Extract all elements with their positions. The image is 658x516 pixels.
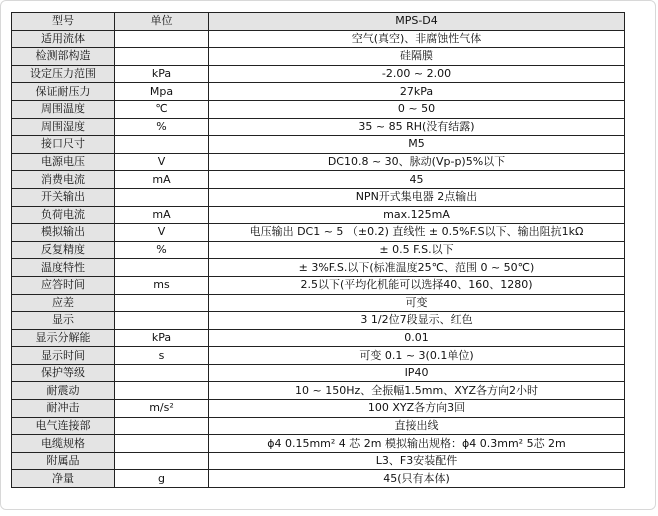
table-row [12,382,625,400]
row-label: 显示时间 [12,347,115,365]
table-row [12,400,625,418]
row-value: max.125mA [209,206,625,224]
row-label: 电气连接部 [12,417,115,435]
row-unit [115,259,209,277]
row-unit: kPa [115,329,209,347]
row-value: 0.01 [209,329,625,347]
row-label: 耐震动 [12,382,115,400]
row-value: 45 [209,171,625,189]
row-value: 直接出线 [209,417,625,435]
table-row [12,364,625,382]
table-row [12,329,625,347]
row-label: 附属品 [12,452,115,470]
table-row [12,48,625,66]
row-label: 净量 [12,470,115,488]
row-unit [115,382,209,400]
row-value: 硅隔膜 [209,48,625,66]
row-unit: % [115,241,209,259]
row-label: 显示分解能 [12,329,115,347]
row-unit: m/s² [115,400,209,418]
row-unit: mA [115,171,209,189]
row-unit [115,188,209,206]
row-value: L3、F3安装配件 [209,452,625,470]
row-label: 接口尺寸 [12,136,115,154]
row-value: ϕ4 0.15mm² 4 芯 2m 模拟输出规格：ϕ4 0.3mm² 5芯 2m [209,435,625,453]
row-value: ± 3%F.S.以下(标准温度25℃、范围 0 ~ 50℃) [209,259,625,277]
table-row [12,153,625,171]
row-label: 电缆规格 [12,435,115,453]
table-row [12,294,625,312]
row-value: 27kPa [209,83,625,101]
row-value: 45(只有本体) [209,470,625,488]
table-row [12,276,625,294]
row-unit: % [115,118,209,136]
row-unit [115,48,209,66]
row-unit: Mpa [115,83,209,101]
row-label: 负荷电流 [12,206,115,224]
row-unit: s [115,347,209,365]
header-model-value: MPS-D4 [209,13,625,31]
row-unit [115,30,209,48]
spec-table [11,12,625,488]
row-label: 设定压力范围 [12,65,115,83]
header-unit: 单位 [115,13,209,31]
row-value: 35 ~ 85 RH(没有结露) [209,118,625,136]
row-label: 周围湿度 [12,118,115,136]
row-unit [115,417,209,435]
table-row [12,417,625,435]
row-value: 3 1/2位7段显示、红色 [209,312,625,330]
row-label: 保护等级 [12,364,115,382]
row-unit: kPa [115,65,209,83]
row-value: DC10.8 ~ 30、脉动(Vp-p)5%以下 [209,153,625,171]
row-unit [115,452,209,470]
table-row [12,241,625,259]
row-value: 电压输出 DC1 ~ 5 （±0.2) 直线性 ± 0.5%F.S以下、输出阻抗1kΩ [209,224,625,242]
row-label: 温度特性 [12,259,115,277]
spec-table-header [12,13,625,31]
row-unit: V [115,224,209,242]
row-value: 可变 [209,294,625,312]
row-label: 应差 [12,294,115,312]
row-value: IP40 [209,364,625,382]
row-value: 0 ~ 50 [209,100,625,118]
table-row [12,259,625,277]
table-row [12,136,625,154]
row-value: 100 XYZ各方向3回 [209,400,625,418]
row-value: NPN开式集电器 2点输出 [209,188,625,206]
row-label: 耐冲击 [12,400,115,418]
row-label: 周围温度 [12,100,115,118]
row-unit [115,294,209,312]
table-row [12,188,625,206]
row-unit [115,435,209,453]
table-row [12,224,625,242]
table-row [12,100,625,118]
table-row [12,347,625,365]
row-value: 10 ~ 150Hz、全振幅1.5mm、XYZ各方向2小时 [209,382,625,400]
row-unit: ms [115,276,209,294]
row-value: M5 [209,136,625,154]
table-row [12,470,625,488]
row-unit: ℃ [115,100,209,118]
row-value: 2.5以下(平均化机能可以选择40、160、1280) [209,276,625,294]
row-label: 检测部构造 [12,48,115,66]
row-label: 保证耐压力 [12,83,115,101]
row-unit [115,312,209,330]
row-label: 适用流体 [12,30,115,48]
table-row [12,452,625,470]
row-unit: g [115,470,209,488]
table-row [12,30,625,48]
table-row [12,435,625,453]
row-label: 显示 [12,312,115,330]
row-unit: V [115,153,209,171]
row-label: 消费电流 [12,171,115,189]
row-value: ± 0.5 F.S.以下 [209,241,625,259]
table-row [12,83,625,101]
table-row [12,206,625,224]
table-row [12,65,625,83]
row-unit [115,364,209,382]
row-unit: mA [115,206,209,224]
row-value: 空气(真空)、非腐蚀性气体 [209,30,625,48]
row-value: 可变 0.1 ~ 3(0.1单位) [209,347,625,365]
row-unit [115,136,209,154]
row-label: 模拟输出 [12,224,115,242]
row-label: 应答时间 [12,276,115,294]
spec-table-body [12,30,625,487]
table-row [12,312,625,330]
row-label: 反复精度 [12,241,115,259]
header-model: 型号 [12,13,115,31]
table-row [12,118,625,136]
row-label: 电源电压 [12,153,115,171]
row-label: 开关输出 [12,188,115,206]
row-value: -2.00 ~ 2.00 [209,65,625,83]
table-row [12,171,625,189]
